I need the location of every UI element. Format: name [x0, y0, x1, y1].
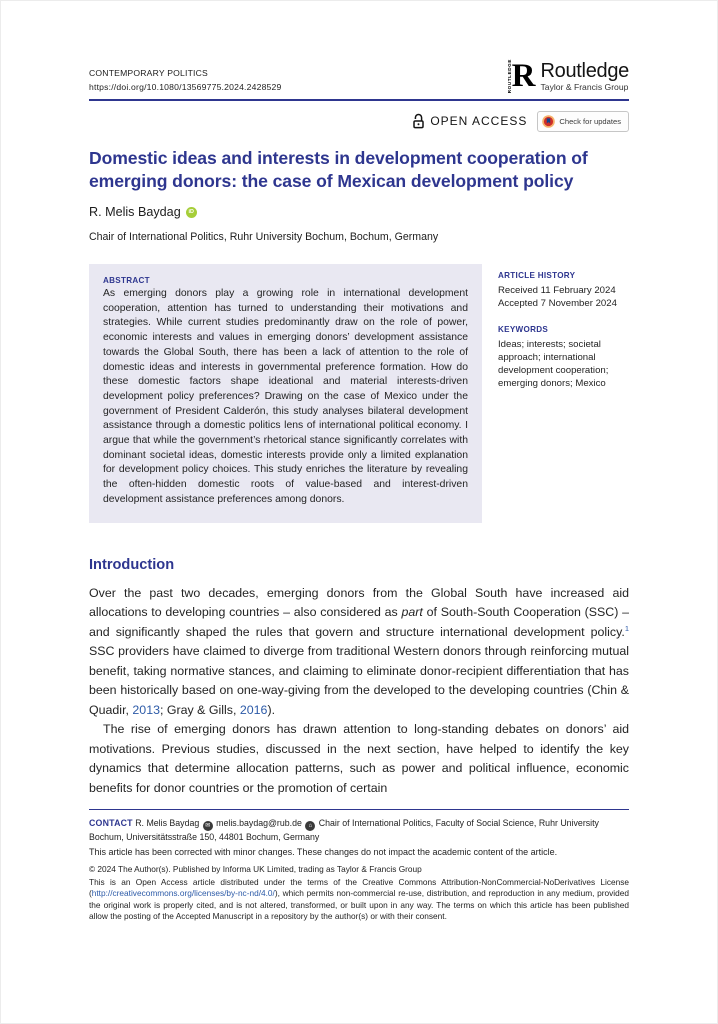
routledge-mark	[507, 59, 536, 93]
page-header	[89, 59, 629, 94]
article-title: Domestic ideas and interests in development cooperation of emerging donors: the case of Mexican development policy	[89, 148, 588, 191]
affiliation-icon: ⌂	[305, 821, 315, 831]
citation-gray-gills-2016[interactable]: 2016	[239, 702, 268, 717]
correction-note: This article has been corrected with minor changes. These changes do not impact the academic content of the article.	[89, 846, 558, 857]
text-segment: of South-South Cooperation (SSC) – and significantly shaped the rules that govern and structure international development policy.	[89, 605, 630, 639]
author-name[interactable]: R. Melis Baydag	[89, 205, 181, 219]
crossmark-icon	[542, 115, 555, 128]
contact-address: Chair of International Politics, Faculty of Social Science, Ruhr University Bochum, Universitätsstraße 150, 44801 Bochum, Germany	[89, 818, 599, 843]
abstract-box	[89, 264, 482, 523]
open-access-label	[412, 113, 527, 129]
text-segment: ).	[267, 702, 276, 717]
citation-chin-quadir-2013[interactable]: 2013	[132, 702, 160, 717]
license-paragraph	[89, 877, 629, 923]
open-lock-icon	[412, 113, 425, 129]
text-segment: ; Gray & Gills,	[159, 702, 240, 717]
article-page	[1, 1, 717, 923]
abstract-section	[89, 264, 629, 523]
routledge-r-glyph: R	[511, 58, 536, 95]
footnote-ref-1[interactable]: 1	[624, 623, 629, 633]
access-row	[89, 110, 629, 132]
keywords-list: Ideas; interests; societal approach; international development cooperation; emerging donors; Mexico	[498, 339, 609, 389]
abstract-label: ABSTRACT	[103, 276, 150, 285]
author-affiliation: Chair of International Politics, Ruhr University Bochum, Bochum, Germany	[89, 231, 439, 243]
routledge-logo	[507, 59, 629, 93]
journal-name: CONTEMPORARY POLITICS	[89, 68, 208, 78]
accepted-date: Accepted 7 November 2024	[498, 298, 617, 309]
text-segment: This is an Open Access article distributed under the terms of the Creative Commons Attribution-NonCommercial-NoDerivatives License (	[89, 876, 629, 899]
contact-email[interactable]: melis.baydag@rub.de	[216, 818, 302, 829]
contact-block	[89, 817, 629, 844]
footer-divider	[89, 809, 629, 810]
routledge-vertical-text: ROUTLEDGE	[506, 59, 512, 94]
article-history-label: ARTICLE HISTORY	[498, 271, 576, 280]
check-for-updates-button[interactable]	[537, 111, 629, 132]
envelope-icon[interactable]: ✉	[203, 821, 213, 831]
license-link[interactable]: http://creativecommons.org/licenses/by-nc-nd/4.0/	[91, 888, 275, 899]
orcid-icon[interactable]: iD	[186, 207, 197, 218]
text-segment: SSC providers have claimed to diverge from traditional Western donors through reinforcing mutual benefit, taking normative stances, and claiming to eliminate donor-recipient differentiation that has been historically based on one-way-giving from the developed to the developing countries (Chin & Quadir,	[89, 644, 629, 717]
received-date: Received 11 February 2024	[498, 285, 616, 296]
intro-paragraph-1	[89, 584, 629, 721]
publisher-tagline: Taylor & Francis Group	[540, 81, 629, 92]
contact-label: CONTACT	[89, 818, 133, 829]
article-meta-column	[498, 264, 631, 523]
check-for-updates-label: Check for updates	[559, 116, 621, 126]
abstract-text: As emerging donors play a growing role in international development cooperation, attention has turned to understanding their motivations and strategies. While current studies predominantly draw on the role of power, economic interests and values in emerging donors’ development assistance towards the Global South, there has been a lack of attention to the role of domestic ideas and interests in governmental preference formation. How do these domestic factors shape ideational and material interests-driven development policy preferences? Drawing on the case of Mexico under the government of President Calderón, this study analyses bilateral development assistance through a domestic politics lens of international political economy. I argue that while the government’s rhetorical stance significantly correlates with dominant societal ideas, domestic interests provide only a limited explanation for development policy choices. This study enriches the literature by revealing the often-hidden domestic roots of value-based and interest-driven development assistance preferences among donors.	[103, 288, 468, 505]
intro-paragraph-2: The rise of emerging donors has drawn attention to long-standing debates on donors’ aid motivations. Previous studies, discussed in the next section, have helped to identify the key dynamics that determine allocation patterns, such as power and political influence, economic benefits for donor countries or the promotion of certain	[89, 722, 629, 795]
text-segment: Over the past two decades, emerging donors from the Global South have increased aid allocations to developing countries – also considered as	[89, 585, 629, 620]
text-segment: ), which permits non-commercial re-use, distribution, and reproduction in any medium, provided the original work is properly cited, and is not altered, transformed, or built upon in any way. The terms on which this article has been published allow the posting of the Accepted Manuscript in a repository by the author(s) or with their consent.	[89, 888, 629, 922]
copyright-line: © 2024 The Author(s). Published by Informa UK Limited, trading as Taylor & Francis Group	[89, 863, 422, 874]
publisher-wordmark	[541, 61, 629, 92]
keywords-label: KEYWORDS	[498, 325, 549, 334]
italic-word-part: part	[401, 605, 423, 620]
section-heading-introduction: Introduction	[89, 556, 175, 573]
contact-name: R. Melis Baydag	[135, 818, 200, 829]
header-divider	[89, 99, 629, 101]
publisher-name: Routledge	[540, 59, 629, 82]
article-doi[interactable]: https://doi.org/10.1080/13569775.2024.2428529	[89, 81, 282, 92]
open-access-text: OPEN ACCESS	[430, 114, 528, 128]
author-row	[89, 205, 629, 219]
